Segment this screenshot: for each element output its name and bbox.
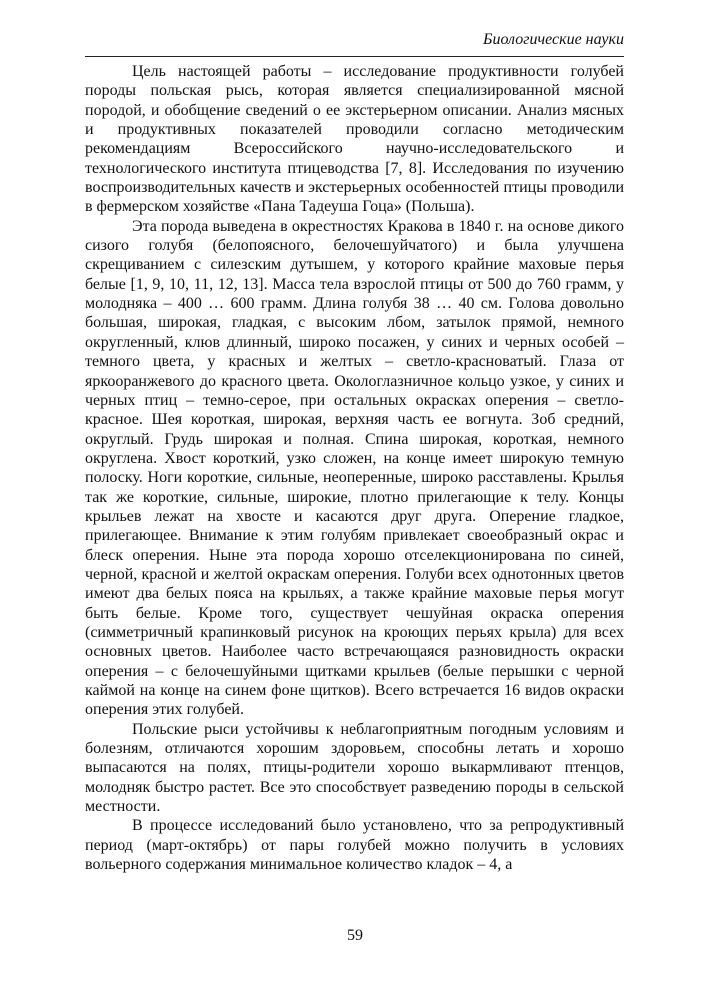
paragraph-breed-description: Эта порода выведена в окрестностях Кракова в 1840 г. на основе дикого сизого голубя (белопоясного, белочешуйчатого) и была улучшена скрещиванием с силезским дутышем, у которого крайние маховые перья белые [1, 9, 10, 11, 12, 13]. Масса тела взрослой птицы от 500 до 760 грамм, у молодняка – 400 … 600 грамм. Длина голубя 38 … 40 см. Голова довольно большая, широкая, гладкая, с высоким лбом, затылок прямой, немного округленный, клюв длинный, широко посажен, у синих и черных особей – темного цвета, у красных и желтых – светло-красноватый. Глаза от яркооранжевого до красного цвета. Окологлазничное кольцо узкое, у синих и черных птиц – темно-серое, при остальных окрасках оперения – светло-красное. Шея короткая, широкая, верхняя часть ее вогнута. Зоб средний, округлый. Грудь широкая и полная. Спина широкая, короткая, немного округлена. Хвост короткий, узко сложен, на конце имеет широкую темную полоску. Ноги короткие, сильные, неоперенные, широко расставлены. Крылья так же короткие, сильные, широкие, плотно прилегающие к телу. Концы крыльев лежат на хвосте и касаются друг друга. Оперение гладкое, прилегающее. Внимание к этим голубям привлекает своеобразный окрас и блеск оперения. Ныне эта порода хорошо отселекционирована по синей, черной, красной и желтой окраскам оперения. Голуби всех однотонных цветов имеют два белых пояса на крыльях, а также крайние маховые перья могут быть белые. Кроме того, существует чешуйная окраска оперения (симметричный крапинковый рисунок на кроющих перьях крыла) для всех основных цветов. Наиболее часто встречающаяся разновидность окраски оперения – с белочешуйными щитками крыльев (белые перышки с черной каймой на конце на синем фоне щитков). Всего встречается 16 видов окраски оперения этих голубей. (85, 217, 624, 719)
paragraph-study-goal: Цель настоящей работы – исследование продуктивности голубей породы польская рысь, которая является специализированной мясной породой, и обобщение сведений о ее экстерьерном описании. Анализ мясных и продуктивных показателей проводили согласно методическим рекомендациям Всероссийского научно-исследовательского и технологического института птицеводства [7, 8]. Исследования по изучению воспроизводительных качеств и экстерьерных особенностей птицы проводили в фермерском хозяйстве «Пана Тадеуша Гоца» (Польша). (85, 63, 624, 216)
paragraph-reproduction: В процессе исследований было установлено, что за репродуктивный период (март-октябрь) от пары голубей можно получить в условиях вольерного содержания минимальное количество кладок – 4, а (85, 817, 624, 874)
article-body (85, 62, 624, 874)
paragraph-breed-resilience: Польские рыси устойчивы к неблагоприятным погодным условиям и болезням, отличаются хорошим здоровьем, способны летать и хорошо выпасаются на полях, птицы-родители хорошо выкармливают птенцов, молодняк быстро растет. Все это способствует разведению породы в сельской местности. (85, 720, 624, 816)
running-head (85, 30, 624, 57)
section-title: Биологические науки (483, 31, 624, 48)
page-number: 59 (347, 927, 363, 944)
